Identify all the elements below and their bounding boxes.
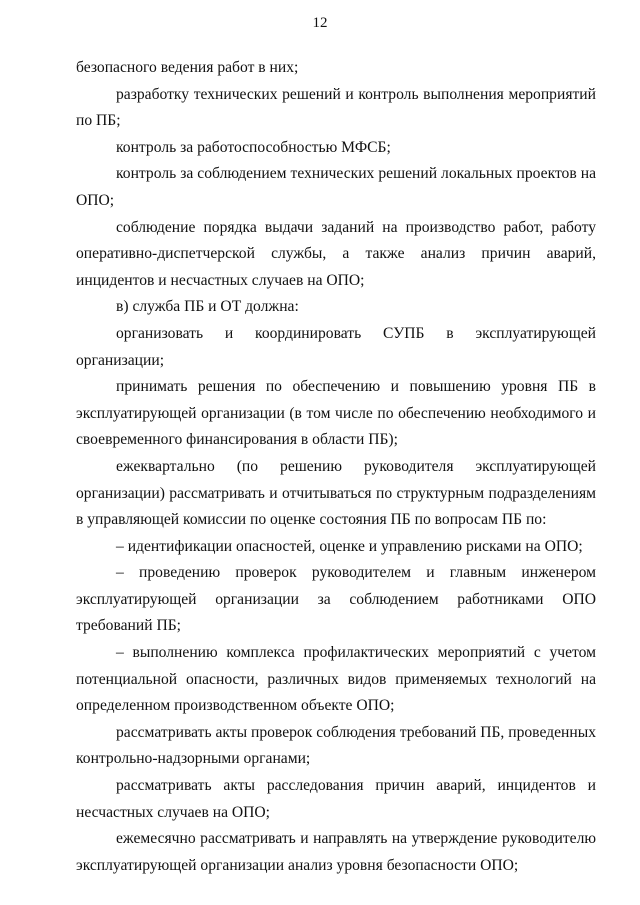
paragraph: контроль за работоспособностью МФСБ; [116, 138, 391, 156]
paragraph: безопасного ведения работ в них; [76, 59, 299, 76]
paragraph: разработку технических решений и контроль выполнения мероприятий по ПБ; [76, 85, 596, 130]
page-number: 12 [312, 15, 328, 31]
paragraph: в) служба ПБ и ОТ должна: [116, 298, 299, 316]
list-item: – выполнению комплекса профилактических мероприятий с учетом потенциальной опасности, различных видов применяемых технологий на определенном производственном объекте ОПО; [76, 644, 596, 715]
document-body [76, 55, 596, 879]
paragraph: ежемесячно рассматривать и направлять на утверждение руководителю эксплуатирующей организации анализ уровня безопасности ОПО; [76, 830, 596, 874]
paragraph: рассматривать акты расследования причин аварий, инцидентов и несчастных случаев на ОПО; [76, 777, 596, 821]
paragraph: принимать решения по обеспечению и повышению уровня ПБ в эксплуатирующей организации (в том числе по обеспечению необходимого и своевременного финансирования в области ПБ); [76, 378, 596, 449]
paragraph: организовать и координировать СУПБ в эксплуатирующей организации; [76, 324, 596, 369]
paragraph: соблюдение порядка выдачи заданий на производство работ, работу оперативно-диспетчерской службы, а также анализ причин аварий, инцидентов и несчастных случаев на ОПО; [76, 218, 596, 289]
paragraph: контроль за соблюдением технических решений локальных проектов на ОПО; [76, 165, 596, 209]
list-item: – проведению проверок руководителем и главным инженером эксплуатирующей организации за соблюдением работниками ОПО требований ПБ; [76, 564, 596, 635]
list-item: – идентификации опасностей, оценке и управлению рисками на ОПО; [116, 537, 583, 555]
paragraph: рассматривать акты проверок соблюдения требований ПБ, проведенных контрольно-надзорными органами; [76, 723, 596, 768]
paragraph: ежеквартально (по решению руководителя эксплуатирующей организации) рассматривать и отчитываться по структурным подразделениям в управляющей комиссии по оценке состояния ПБ по вопросам ПБ по: [76, 457, 596, 529]
